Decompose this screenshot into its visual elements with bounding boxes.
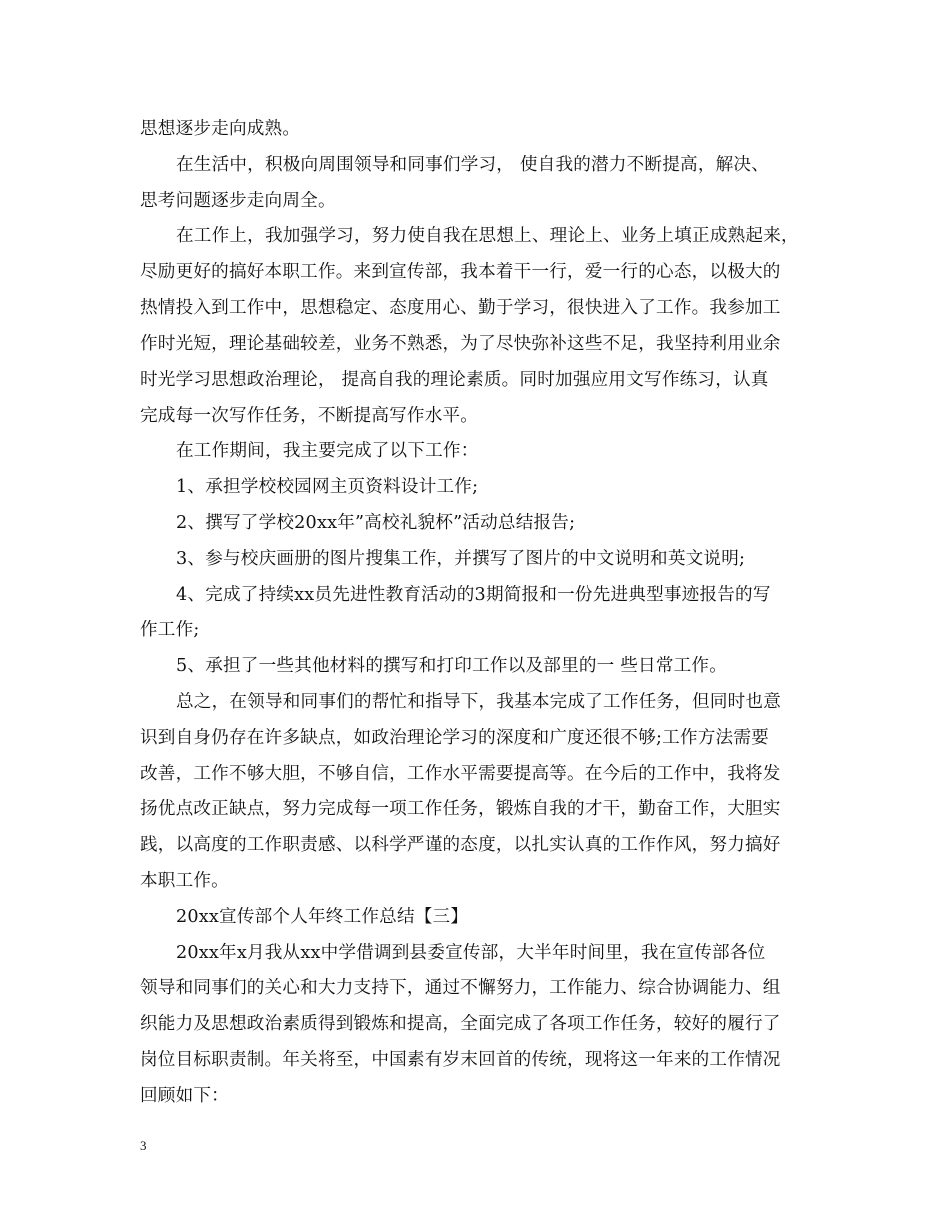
text-line: 在生活中，积极向周围领导和同事们学习， 使自我的潜力不断提高，解决、 [176,155,769,175]
text-line: 扬优点改正缺点，努力完成每一项工作任务，锻炼自我的才干，勤奋工作，大胆实 [140,799,781,819]
text-line: 识到自身仍存在许多缺点，如政治理论学习的深度和广度还很不够;工作方法需要 [140,728,769,748]
list-item: 4、完成了持续xx员先进性教育活动的3期简报和一份先进典型事迹报告的写 [176,585,771,605]
page-number: 3 [140,1138,147,1153]
text-line: 思考问题逐步走向周全。 [140,191,336,211]
text-line: 织能力及思想政治素质得到锻炼和提高，全面完成了各项工作任务，较好的履行了 [140,1014,781,1034]
text-line: 岗位目标职责制。年关将至，中国素有岁末回首的传统，现将这一年来的工作情况 [140,1050,781,1070]
text-line: 领导和同事们的关心和大力支持下，通过不懈努力，工作能力、综合协调能力、组 [140,978,781,998]
text-line: 回顾如下： [140,1086,229,1106]
text-line: 作时光短，理论基础较差，业务不熟悉，为了尽快弥补这些不足，我坚持利用业余 [140,334,781,354]
text-line: 时光学习思想政治理论， 提高自我的理论素质。同时加强应用文写作练习，认真 [140,370,769,390]
text-line: 总之，在领导和同事们的帮忙和指导下，我基本完成了工作任务，但同时也意 [176,692,781,712]
text-line: 在工作上，我加强学习，努力使自我在思想上、理论上、业务上填正成熟起来， [176,226,799,246]
list-item: 1、承担学校校园网主页资料设计工作; [176,477,479,497]
text-line: 改善，工作不够大胆，不够自信，工作水平需要提高等。在今后的工作中，我将发 [140,764,781,784]
text-line: 践，以高度的工作职责感、以科学严谨的态度，以扎实认真的工作作风，努力搞好 [140,835,781,855]
list-item: 5、承担了一些其他材料的撰写和打印工作以及部里的一 些日常工作。 [176,656,728,676]
text-line: 作工作; [140,620,200,640]
text-line: 20xx年x月我从xx中学借调到县委宣传部，大半年时间里，我在宣传部各位 [176,943,766,963]
text-line: 热情投入到工作中，思想稳定、态度用心、勤于学习，很快进入了工作。我参加工 [140,298,781,318]
list-item: 3、参与校庆画册的图片搜集工作，并撰写了图片的中文说明和英文说明; [176,549,746,569]
text-line: 完成每一次写作任务，不断提高写作水平。 [140,406,479,426]
text-line: 尽励更好的搞好本职工作。来到宣传部，我本着干一行，爱一行的心态，以极大的 [140,262,781,282]
section-heading: 20xx宣传部个人年终工作总结【三】 [176,907,469,927]
text-line: 在工作期间，我主要完成了以下工作： [176,441,479,461]
text-line: 思想逐步走向成熟。 [140,119,301,139]
text-line: 本职工作。 [140,871,229,891]
list-item: 2、撰写了学校20xx年”高校礼貌杯”活动总结报告; [176,513,576,533]
